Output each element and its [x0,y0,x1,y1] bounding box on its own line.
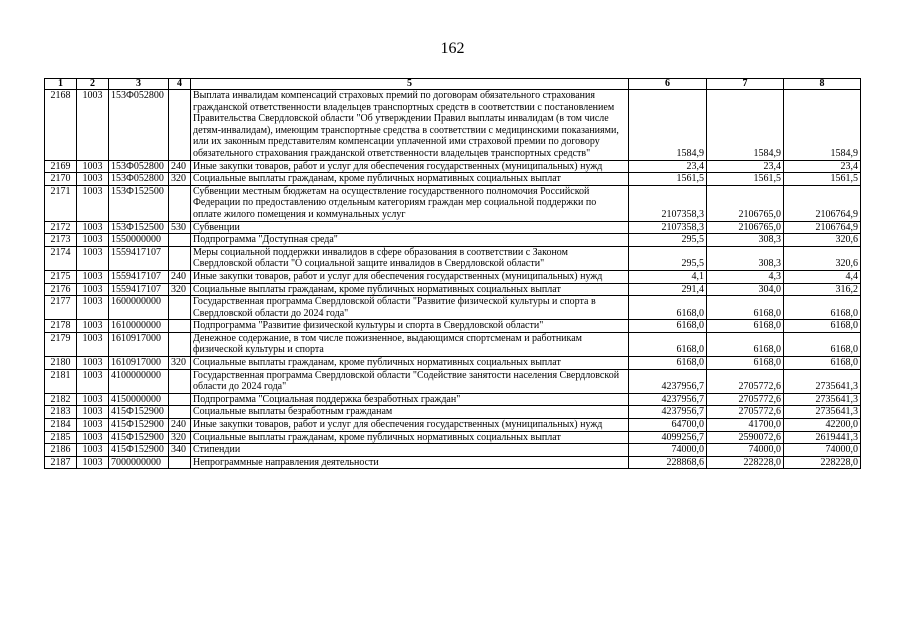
table-row [45,456,861,469]
target-article-code: 4100000000 [109,369,169,393]
target-article-code: 4150000000 [109,393,169,406]
amount-col8: 2735641,3 [784,393,861,406]
amount-col8: 316,2 [784,283,861,296]
amount-col7: 2106765,0 [707,221,784,234]
target-article-code: 1559417107 [109,246,169,270]
target-article-code: 415Ф152900 [109,406,169,419]
amount-col6: 64700,0 [629,419,707,432]
row-number: 2179 [45,332,77,356]
section-code: 1003 [77,173,109,186]
amount-col8: 228228,0 [784,456,861,469]
row-description: Непрограммные направления деятельности [191,456,629,469]
row-description: Государственная программа Свердловской области "Развитие физической культуры и спорта в Свердловской области до 2024 года" [191,296,629,320]
column-header: 2 [77,79,109,90]
amount-col8: 320,6 [784,246,861,270]
amount-col7: 304,0 [707,283,784,296]
expense-type-code: 320 [169,283,191,296]
amount-col8: 42200,0 [784,419,861,432]
column-header: 3 [109,79,169,90]
row-description: Субвенции [191,221,629,234]
amount-col6: 4,1 [629,270,707,283]
amount-col7: 2705772,6 [707,393,784,406]
amount-col8: 4,4 [784,270,861,283]
amount-col6: 228868,6 [629,456,707,469]
row-description: Государственная программа Свердловской области "Содействие занятости населения Свердловской области до 2024 года" [191,369,629,393]
page-number: 162 [440,40,465,57]
row-description: Субвенции местным бюджетам на осуществление государственного полномочия Российской Федерации по предоставлению отдельным категориям граждан мер социальной поддержки по оплате жилого помещения и коммунальных услуг [191,185,629,221]
amount-col8: 23,4 [784,160,861,173]
amount-col7: 41700,0 [707,419,784,432]
column-header: 4 [169,79,191,90]
amount-col8: 1584,9 [784,90,861,161]
expense-type-code [169,246,191,270]
section-code: 1003 [77,90,109,161]
expense-type-code: 320 [169,357,191,370]
amount-col6: 6168,0 [629,320,707,333]
row-number: 2184 [45,419,77,432]
expense-type-code [169,332,191,356]
expense-type-code [169,320,191,333]
expense-type-code: 240 [169,419,191,432]
amount-col8: 6168,0 [784,320,861,333]
row-number: 2176 [45,283,77,296]
target-article-code: 1550000000 [109,234,169,247]
target-article-code: 153Ф152500 [109,185,169,221]
row-description: Выплата инвалидам компенсаций страховых премий по договорам обязательного страхования гражданской ответственности владельцев транспортных средств в соответствии с постановлением Правительства Свердловской области "Об утверждении Правил выплаты инвалидам (в том числе детям-инвалидам), имеющим транспортные средства в соответствии с медицинскими показаниями, или их законным представителям компенсации уплаченной ими страховой премии по договору обязательного страхования гражданской ответственности владельцев транспортных средств" [191,90,629,161]
row-number: 2177 [45,296,77,320]
row-description: Иные закупки товаров, работ и услуг для обеспечения государственных (муниципальных) нужд [191,419,629,432]
table-row [45,160,861,173]
section-code: 1003 [77,283,109,296]
amount-col7: 1561,5 [707,173,784,186]
table-row [45,444,861,457]
amount-col6: 4237956,7 [629,406,707,419]
table-row [45,419,861,432]
row-description: Подпрограмма "Развитие физической культуры и спорта в Свердловской области" [191,320,629,333]
row-description: Иные закупки товаров, работ и услуг для обеспечения государственных (муниципальных) нужд [191,270,629,283]
expense-type-code [169,369,191,393]
table-row [45,221,861,234]
row-description: Социальные выплаты гражданам, кроме публичных нормативных социальных выплат [191,173,629,186]
target-article-code: 1559417107 [109,270,169,283]
table-row [45,270,861,283]
row-number: 2181 [45,369,77,393]
target-article-code: 153Ф152500 [109,221,169,234]
expense-type-code [169,406,191,419]
target-article-code: 1610917000 [109,357,169,370]
column-header: 5 [191,79,629,90]
expense-type-code: 320 [169,173,191,186]
section-code: 1003 [77,221,109,234]
target-article-code: 7000000000 [109,456,169,469]
amount-col8: 2735641,3 [784,369,861,393]
expense-type-code [169,185,191,221]
section-code: 1003 [77,444,109,457]
row-number: 2182 [45,393,77,406]
expense-type-code [169,456,191,469]
section-code: 1003 [77,419,109,432]
column-header: 7 [707,79,784,90]
table-row [45,90,861,161]
expense-type-code: 240 [169,160,191,173]
expense-type-code: 530 [169,221,191,234]
row-number: 2173 [45,234,77,247]
table-row [45,393,861,406]
row-number: 2169 [45,160,77,173]
section-code: 1003 [77,296,109,320]
section-code: 1003 [77,270,109,283]
row-number: 2175 [45,270,77,283]
row-description: Социальные выплаты гражданам, кроме публичных нормативных социальных выплат [191,283,629,296]
row-number: 2180 [45,357,77,370]
amount-col6: 6168,0 [629,296,707,320]
amount-col6: 2107358,3 [629,221,707,234]
amount-col7: 23,4 [707,160,784,173]
amount-col6: 1584,9 [629,90,707,161]
amount-col7: 2590072,6 [707,431,784,444]
row-number: 2171 [45,185,77,221]
column-header: 1 [45,79,77,90]
amount-col8: 2106764,9 [784,221,861,234]
amount-col8: 6168,0 [784,332,861,356]
amount-col7: 6168,0 [707,296,784,320]
section-code: 1003 [77,234,109,247]
expense-type-code [169,296,191,320]
budget-table [44,78,861,469]
amount-col6: 2107358,3 [629,185,707,221]
section-code: 1003 [77,456,109,469]
row-description: Стипендии [191,444,629,457]
amount-col7: 4,3 [707,270,784,283]
row-number: 2187 [45,456,77,469]
expense-type-code [169,234,191,247]
amount-col7: 1584,9 [707,90,784,161]
target-article-code: 415Ф152900 [109,419,169,432]
expense-type-code [169,90,191,161]
target-article-code: 1559417107 [109,283,169,296]
row-number: 2178 [45,320,77,333]
section-code: 1003 [77,185,109,221]
amount-col6: 23,4 [629,160,707,173]
section-code: 1003 [77,160,109,173]
column-header: 6 [629,79,707,90]
table-row [45,320,861,333]
section-code: 1003 [77,332,109,356]
column-header: 8 [784,79,861,90]
section-code: 1003 [77,320,109,333]
amount-col7: 6168,0 [707,320,784,333]
target-article-code: 1610000000 [109,320,169,333]
table-row [45,332,861,356]
amount-col6: 295,5 [629,246,707,270]
row-number: 2185 [45,431,77,444]
amount-col6: 4099256,7 [629,431,707,444]
table-row [45,185,861,221]
amount-col7: 2705772,6 [707,369,784,393]
section-code: 1003 [77,431,109,444]
table-row [45,431,861,444]
table-row [45,173,861,186]
target-article-code: 153Ф052800 [109,173,169,186]
expense-type-code: 340 [169,444,191,457]
section-code: 1003 [77,357,109,370]
row-description: Подпрограмма "Социальная поддержка безработных граждан" [191,393,629,406]
table-row [45,406,861,419]
table-row [45,357,861,370]
table-row [45,296,861,320]
amount-col8: 1561,5 [784,173,861,186]
amount-col7: 74000,0 [707,444,784,457]
amount-col6: 4237956,7 [629,369,707,393]
table-row [45,234,861,247]
table-row [45,246,861,270]
target-article-code: 1610917000 [109,332,169,356]
amount-col8: 2106764,9 [784,185,861,221]
section-code: 1003 [77,406,109,419]
target-article-code: 153Ф052800 [109,160,169,173]
amount-col7: 308,3 [707,246,784,270]
row-description: Иные закупки товаров, работ и услуг для обеспечения государственных (муниципальных) нужд [191,160,629,173]
amount-col6: 1561,5 [629,173,707,186]
amount-col6: 6168,0 [629,332,707,356]
target-article-code: 415Ф152900 [109,444,169,457]
row-number: 2168 [45,90,77,161]
section-code: 1003 [77,393,109,406]
target-article-code: 1600000000 [109,296,169,320]
section-code: 1003 [77,246,109,270]
row-description: Социальные выплаты гражданам, кроме публичных нормативных социальных выплат [191,431,629,444]
expense-type-code: 320 [169,431,191,444]
row-number: 2172 [45,221,77,234]
table-row [45,283,861,296]
table-header-row [45,79,861,90]
amount-col7: 228228,0 [707,456,784,469]
row-number: 2186 [45,444,77,457]
row-description: Денежное содержание, в том числе пожизненное, выдающимся спортсменам и работникам физической культуры и спорта [191,332,629,356]
amount-col6: 295,5 [629,234,707,247]
amount-col8: 74000,0 [784,444,861,457]
amount-col8: 6168,0 [784,357,861,370]
row-number: 2174 [45,246,77,270]
row-description: Меры социальной поддержки инвалидов в сфере образования в соответствии с Законом Свердловской области "О социальной защите инвалидов в Свердловской области" [191,246,629,270]
target-article-code: 153Ф052800 [109,90,169,161]
row-number: 2170 [45,173,77,186]
amount-col8: 6168,0 [784,296,861,320]
section-code: 1003 [77,369,109,393]
target-article-code: 415Ф152900 [109,431,169,444]
amount-col8: 2619441,3 [784,431,861,444]
amount-col8: 2735641,3 [784,406,861,419]
amount-col8: 320,6 [784,234,861,247]
amount-col6: 74000,0 [629,444,707,457]
row-description: Подпрограмма "Доступная среда" [191,234,629,247]
amount-col6: 6168,0 [629,357,707,370]
amount-col7: 2106765,0 [707,185,784,221]
expense-type-code: 240 [169,270,191,283]
amount-col7: 6168,0 [707,332,784,356]
amount-col6: 4237956,7 [629,393,707,406]
amount-col7: 6168,0 [707,357,784,370]
table-row [45,369,861,393]
amount-col6: 291,4 [629,283,707,296]
row-description: Социальные выплаты гражданам, кроме публичных нормативных социальных выплат [191,357,629,370]
amount-col7: 308,3 [707,234,784,247]
expense-type-code [169,393,191,406]
row-number: 2183 [45,406,77,419]
amount-col7: 2705772,6 [707,406,784,419]
row-description: Социальные выплаты безработным гражданам [191,406,629,419]
